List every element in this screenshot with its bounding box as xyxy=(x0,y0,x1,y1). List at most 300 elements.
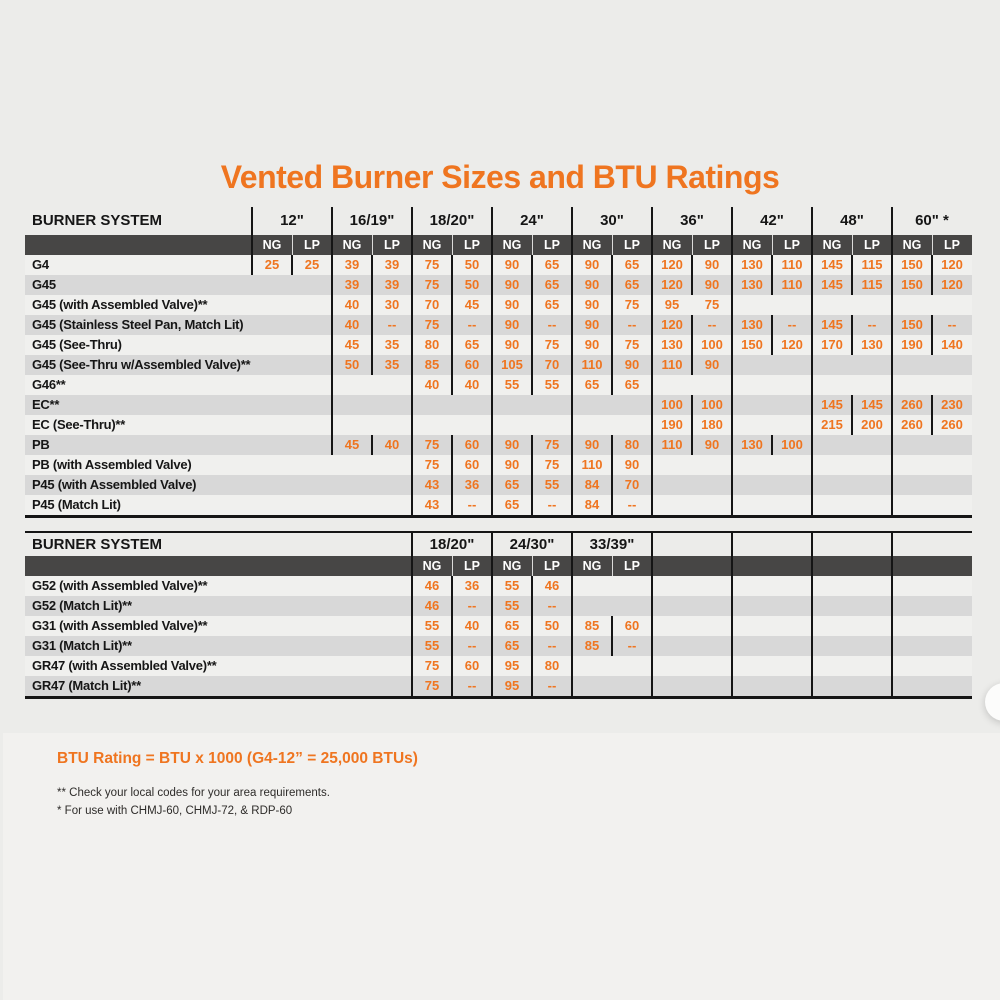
cell-divider xyxy=(771,275,773,295)
btu-value-cell: 50 xyxy=(464,257,480,272)
cell-divider xyxy=(771,435,773,455)
column-header-gas-type: LP xyxy=(544,559,560,573)
btu-value-cell: 170 xyxy=(821,337,843,352)
btu-value-cell: 40 xyxy=(384,437,400,452)
table-row xyxy=(25,455,972,475)
table-row xyxy=(25,616,972,636)
btu-value-cell: 120 xyxy=(661,317,683,332)
cell-divider xyxy=(691,255,693,275)
btu-value-cell: -- xyxy=(547,678,557,693)
cell-divider xyxy=(451,495,453,515)
btu-value-cell: 130 xyxy=(741,317,763,332)
btu-value-cell: -- xyxy=(387,317,397,332)
burner-system-label: G52 (with Assembled Valve)** xyxy=(32,578,208,593)
btu-value-cell: 90 xyxy=(584,257,600,272)
cell-divider xyxy=(611,636,613,656)
cell-divider xyxy=(691,335,693,355)
column-header-gas-type: LP xyxy=(464,559,480,573)
column-divider xyxy=(571,207,573,515)
cell-divider xyxy=(531,315,533,335)
burner-system-header: BURNER SYSTEM xyxy=(32,536,163,553)
btu-value-cell: 90 xyxy=(584,277,600,292)
btu-value-cell: 90 xyxy=(504,457,520,472)
btu-value-cell: 145 xyxy=(821,397,843,412)
page-title: Vented Burner Sizes and BTU Ratings xyxy=(220,159,780,196)
cell-divider xyxy=(691,435,693,455)
column-header-gas-type: LP xyxy=(624,238,640,252)
cell-divider xyxy=(451,475,453,495)
btu-value-cell: 75 xyxy=(704,297,720,312)
btu-value-cell: 120 xyxy=(781,337,803,352)
column-divider xyxy=(891,533,893,696)
cell-divider xyxy=(531,676,533,696)
burner-system-label: G46** xyxy=(32,377,66,392)
btu-value-cell: 70 xyxy=(624,477,640,492)
cell-divider xyxy=(531,375,533,395)
burner-system-label: PB xyxy=(32,437,50,452)
table-row xyxy=(25,676,972,696)
gas-type-separator xyxy=(772,235,773,255)
btu-value-cell: 55 xyxy=(424,638,440,653)
cell-divider xyxy=(931,415,933,435)
btu-value-cell: 150 xyxy=(901,317,923,332)
btu-value-cell: 60 xyxy=(464,457,480,472)
btu-value-cell: 190 xyxy=(661,417,683,432)
table-row xyxy=(25,335,972,355)
btu-value-cell: 90 xyxy=(624,457,640,472)
btu-value-cell: -- xyxy=(547,497,557,512)
cell-divider xyxy=(931,255,933,275)
cell-divider xyxy=(691,275,693,295)
btu-value-cell: -- xyxy=(627,497,637,512)
btu-value-cell: 25 xyxy=(304,257,320,272)
column-header-gas-type: LP xyxy=(704,238,720,252)
btu-value-cell: 75 xyxy=(424,257,440,272)
btu-value-cell: 120 xyxy=(661,277,683,292)
btu-value-cell: 260 xyxy=(901,397,923,412)
gas-type-separator xyxy=(452,235,453,255)
burner-system-label: G45 (See-Thru w/Assembled Valve)** xyxy=(32,357,251,372)
btu-value-cell: 65 xyxy=(504,497,520,512)
btu-value-cell: -- xyxy=(787,317,797,332)
btu-value-cell: 120 xyxy=(941,277,963,292)
column-header-size: 30" xyxy=(600,212,624,229)
burner-system-label: G45 xyxy=(32,277,56,292)
btu-value-cell: 85 xyxy=(424,357,440,372)
vented-burner-table-secondary xyxy=(25,533,972,699)
btu-value-cell: -- xyxy=(947,317,957,332)
column-header-gas-type: NG xyxy=(342,238,362,252)
cell-divider xyxy=(771,255,773,275)
btu-value-cell: 55 xyxy=(544,477,560,492)
btu-value-cell: 110 xyxy=(581,457,603,472)
btu-value-cell: 110 xyxy=(781,257,803,272)
cell-divider xyxy=(371,275,373,295)
column-header-gas-type: LP xyxy=(464,238,480,252)
btu-value-cell: 55 xyxy=(504,598,520,613)
table-row xyxy=(25,375,972,395)
cell-divider xyxy=(451,616,453,636)
burner-system-label: G31 (Match Lit)** xyxy=(32,638,132,653)
table-row xyxy=(25,315,972,335)
cell-divider xyxy=(371,295,373,315)
table-row xyxy=(25,295,972,315)
gas-type-separator xyxy=(452,556,453,576)
table-row xyxy=(25,415,972,435)
btu-value-cell: 90 xyxy=(504,297,520,312)
btu-value-cell: 120 xyxy=(661,257,683,272)
btu-value-cell: -- xyxy=(867,317,877,332)
btu-value-cell: 30 xyxy=(384,297,400,312)
gas-type-separator xyxy=(372,235,373,255)
footnote-local-codes: ** Check your local codes for your area requirements. xyxy=(57,787,330,799)
btu-value-cell: 40 xyxy=(344,297,360,312)
column-divider xyxy=(811,207,813,515)
btu-value-cell: -- xyxy=(467,317,477,332)
cell-divider xyxy=(451,355,453,375)
column-header-size: 18/20" xyxy=(429,212,475,229)
btu-value-cell: 260 xyxy=(901,417,923,432)
burner-system-label: GR47 (with Assembled Valve)** xyxy=(32,658,217,673)
cell-divider xyxy=(611,255,613,275)
cell-divider xyxy=(371,335,373,355)
btu-value-cell: 110 xyxy=(581,357,603,372)
table-row xyxy=(25,255,972,275)
btu-value-cell: 150 xyxy=(901,257,923,272)
cell-divider xyxy=(851,335,853,355)
cell-divider xyxy=(611,315,613,335)
cell-divider xyxy=(611,435,613,455)
cell-divider xyxy=(611,355,613,375)
btu-value-cell: 190 xyxy=(901,337,923,352)
btu-value-cell: 230 xyxy=(941,397,963,412)
btu-value-cell: 75 xyxy=(424,678,440,693)
btu-value-cell: 150 xyxy=(901,277,923,292)
column-divider xyxy=(411,207,413,515)
btu-value-cell: 85 xyxy=(584,638,600,653)
column-header-size: 60" * xyxy=(915,212,949,229)
column-header-size: 48" xyxy=(840,212,864,229)
cell-divider xyxy=(531,495,533,515)
column-header-size: 42" xyxy=(760,212,784,229)
btu-value-cell: 75 xyxy=(624,337,640,352)
burner-system-label: PB (with Assembled Valve) xyxy=(32,457,192,472)
btu-value-cell: 43 xyxy=(424,497,440,512)
column-divider xyxy=(891,207,893,515)
btu-value-cell: 40 xyxy=(464,618,480,633)
table-row xyxy=(25,636,972,656)
gas-type-separator xyxy=(692,235,693,255)
table-row xyxy=(25,576,972,596)
btu-value-cell: 145 xyxy=(821,277,843,292)
btu-value-cell: 130 xyxy=(861,337,883,352)
column-header-gas-type: NG xyxy=(902,238,922,252)
btu-value-cell: 80 xyxy=(624,437,640,452)
btu-value-cell: 215 xyxy=(821,417,843,432)
btu-value-cell: 40 xyxy=(464,377,480,392)
btu-value-cell: 55 xyxy=(424,618,440,633)
btu-value-cell: -- xyxy=(707,317,717,332)
cell-divider xyxy=(611,475,613,495)
btu-value-cell: 39 xyxy=(384,257,400,272)
cell-divider xyxy=(851,255,853,275)
cell-divider xyxy=(451,375,453,395)
cell-divider xyxy=(691,415,693,435)
btu-value-cell: 60 xyxy=(464,658,480,673)
btu-value-cell: 55 xyxy=(504,578,520,593)
column-divider xyxy=(331,207,333,455)
cell-divider xyxy=(691,355,693,375)
btu-value-cell: 110 xyxy=(781,277,803,292)
cell-divider xyxy=(531,596,533,616)
btu-value-cell: 120 xyxy=(941,257,963,272)
btu-value-cell: 90 xyxy=(504,257,520,272)
cell-divider xyxy=(451,315,453,335)
btu-value-cell: 75 xyxy=(544,457,560,472)
burner-system-label: GR47 (Match Lit)** xyxy=(32,678,141,693)
btu-value-cell: 40 xyxy=(344,317,360,332)
burner-system-label: G45 (with Assembled Valve)** xyxy=(32,297,208,312)
column-divider xyxy=(811,533,813,696)
table-row xyxy=(25,656,972,676)
column-header-gas-type: LP xyxy=(384,238,400,252)
column-divider xyxy=(491,207,493,515)
btu-value-cell: 110 xyxy=(661,437,683,452)
btu-value-cell: 75 xyxy=(424,317,440,332)
column-header-gas-type: NG xyxy=(742,238,762,252)
btu-value-cell: 100 xyxy=(661,397,683,412)
cell-divider xyxy=(611,295,613,315)
btu-value-cell: -- xyxy=(627,638,637,653)
cell-divider xyxy=(611,455,613,475)
cell-divider xyxy=(771,335,773,355)
btu-value-cell: 65 xyxy=(544,257,560,272)
cell-divider xyxy=(851,415,853,435)
burner-system-label: G45 (See-Thru) xyxy=(32,337,122,352)
column-divider xyxy=(251,207,253,275)
column-header-gas-type: LP xyxy=(544,238,560,252)
cell-divider xyxy=(531,576,533,596)
column-header-size: 33/39" xyxy=(589,536,635,553)
column-header-gas-type: LP xyxy=(944,238,960,252)
btu-value-cell: 100 xyxy=(781,437,803,452)
cell-divider xyxy=(371,355,373,375)
column-divider xyxy=(731,533,733,696)
cell-divider xyxy=(611,335,613,355)
floating-widget-button[interactable] xyxy=(985,683,1000,721)
column-header-gas-type: NG xyxy=(822,238,842,252)
btu-value-cell: -- xyxy=(467,678,477,693)
btu-rating-formula: BTU Rating = BTU x 1000 (G4-12” = 25,000 BTUs) xyxy=(57,750,418,767)
column-header-gas-type: NG xyxy=(422,238,442,252)
cell-divider xyxy=(531,355,533,375)
column-header-size: 16/19" xyxy=(349,212,395,229)
column-header-size: 36" xyxy=(680,212,704,229)
burner-system-label: G52 (Match Lit)** xyxy=(32,598,132,613)
btu-value-cell: 70 xyxy=(424,297,440,312)
cell-divider xyxy=(691,395,693,415)
cell-divider xyxy=(451,576,453,596)
btu-value-cell: 65 xyxy=(544,297,560,312)
gas-type-separator xyxy=(612,235,613,255)
btu-value-cell: 90 xyxy=(704,437,720,452)
btu-value-cell: 65 xyxy=(584,377,600,392)
table-row xyxy=(25,435,972,455)
btu-value-cell: 130 xyxy=(741,437,763,452)
burner-system-header: BURNER SYSTEM xyxy=(32,212,163,229)
btu-value-cell: 90 xyxy=(624,357,640,372)
column-divider xyxy=(571,533,573,696)
cell-divider xyxy=(691,315,693,335)
btu-value-cell: 65 xyxy=(544,277,560,292)
btu-value-cell: 65 xyxy=(624,377,640,392)
cell-divider xyxy=(851,395,853,415)
btu-value-cell: 46 xyxy=(424,578,440,593)
cell-divider xyxy=(451,295,453,315)
burner-system-label: G4 xyxy=(32,257,49,272)
btu-value-cell: 90 xyxy=(504,317,520,332)
btu-value-cell: 260 xyxy=(941,417,963,432)
cell-divider xyxy=(451,255,453,275)
gas-type-separator xyxy=(532,235,533,255)
btu-value-cell: 90 xyxy=(704,277,720,292)
cell-divider xyxy=(771,315,773,335)
btu-value-cell: -- xyxy=(467,598,477,613)
btu-value-cell: 65 xyxy=(504,638,520,653)
btu-value-cell: 80 xyxy=(544,658,560,673)
btu-value-cell: -- xyxy=(467,638,477,653)
btu-value-cell: 46 xyxy=(544,578,560,593)
btu-value-cell: 55 xyxy=(504,377,520,392)
btu-value-cell: 39 xyxy=(384,277,400,292)
gas-type-separator xyxy=(532,556,533,576)
column-divider xyxy=(411,533,413,696)
column-header-size: 24/30" xyxy=(509,536,555,553)
btu-value-cell: 150 xyxy=(741,337,763,352)
btu-value-cell: 100 xyxy=(701,397,723,412)
cell-divider xyxy=(531,616,533,636)
btu-value-cell: 36 xyxy=(464,477,480,492)
btu-value-cell: 130 xyxy=(661,337,683,352)
btu-value-cell: 39 xyxy=(344,257,360,272)
btu-value-cell: 130 xyxy=(741,277,763,292)
table-bottom-border xyxy=(25,696,972,699)
btu-value-cell: 115 xyxy=(861,257,883,272)
column-header-gas-type: LP xyxy=(304,238,320,252)
btu-value-cell: 95 xyxy=(664,297,680,312)
btu-value-cell: 65 xyxy=(504,618,520,633)
btu-value-cell: 75 xyxy=(624,297,640,312)
btu-value-cell: 36 xyxy=(464,578,480,593)
btu-value-cell: 50 xyxy=(544,618,560,633)
btu-value-cell: 90 xyxy=(504,337,520,352)
cell-divider xyxy=(931,315,933,335)
table-row xyxy=(25,495,972,515)
table-row xyxy=(25,275,972,295)
btu-value-cell: 45 xyxy=(464,297,480,312)
cell-divider xyxy=(451,455,453,475)
column-divider xyxy=(651,533,653,696)
btu-value-cell: 46 xyxy=(424,598,440,613)
cell-divider xyxy=(291,255,293,275)
gas-type-header-bar xyxy=(25,235,972,255)
cell-divider xyxy=(451,335,453,355)
btu-value-cell: 105 xyxy=(501,357,523,372)
cell-divider xyxy=(371,255,373,275)
btu-value-cell: 80 xyxy=(424,337,440,352)
btu-value-cell: 90 xyxy=(584,297,600,312)
btu-value-cell: 45 xyxy=(344,437,360,452)
column-header-gas-type: NG xyxy=(582,238,602,252)
btu-value-cell: 100 xyxy=(701,337,723,352)
cell-divider xyxy=(851,315,853,335)
cell-divider xyxy=(531,335,533,355)
btu-value-cell: 45 xyxy=(344,337,360,352)
cell-divider xyxy=(451,656,453,676)
btu-value-cell: 90 xyxy=(584,337,600,352)
btu-value-cell: 35 xyxy=(384,357,400,372)
btu-value-cell: 70 xyxy=(544,357,560,372)
burner-system-label: EC (See-Thru)** xyxy=(32,417,126,432)
gas-type-header-bar xyxy=(25,556,972,576)
cell-divider xyxy=(611,616,613,636)
column-header-size: 24" xyxy=(520,212,544,229)
btu-value-cell: -- xyxy=(547,638,557,653)
footnote-compatibility: * For use with CHMJ-60, CHMJ-72, & RDP-60 xyxy=(57,805,293,817)
btu-value-cell: 55 xyxy=(544,377,560,392)
btu-value-cell: 84 xyxy=(584,477,600,492)
btu-value-cell: 65 xyxy=(624,257,640,272)
btu-value-cell: 200 xyxy=(861,417,883,432)
column-header-gas-type: NG xyxy=(502,238,522,252)
column-header-gas-type: NG xyxy=(582,559,602,573)
btu-value-cell: 39 xyxy=(344,277,360,292)
gas-type-separator xyxy=(292,235,293,255)
btu-value-cell: 95 xyxy=(504,678,520,693)
btu-value-cell: 90 xyxy=(584,317,600,332)
cell-divider xyxy=(371,315,373,335)
btu-value-cell: 90 xyxy=(704,357,720,372)
btu-value-cell: 65 xyxy=(624,277,640,292)
btu-value-cell: 75 xyxy=(544,437,560,452)
cell-divider xyxy=(531,475,533,495)
burner-system-label: EC** xyxy=(32,397,60,412)
btu-value-cell: 90 xyxy=(504,277,520,292)
cell-divider xyxy=(531,255,533,275)
column-header-size: 12" xyxy=(280,212,304,229)
burner-system-label: P45 (with Assembled Valve) xyxy=(32,477,197,492)
btu-value-cell: 84 xyxy=(584,497,600,512)
btu-value-cell: 110 xyxy=(661,357,683,372)
btu-value-cell: 25 xyxy=(264,257,280,272)
cell-divider xyxy=(611,275,613,295)
cell-divider xyxy=(531,656,533,676)
column-header-gas-type: LP xyxy=(784,238,800,252)
table-row xyxy=(25,395,972,415)
cell-divider xyxy=(371,435,373,455)
btu-value-cell: 60 xyxy=(464,437,480,452)
column-header-gas-type: NG xyxy=(662,238,682,252)
btu-value-cell: 50 xyxy=(344,357,360,372)
vented-burner-table-primary xyxy=(25,207,972,518)
btu-value-cell: 130 xyxy=(741,257,763,272)
btu-value-cell: 95 xyxy=(504,658,520,673)
btu-value-cell: 43 xyxy=(424,477,440,492)
btu-value-cell: 75 xyxy=(424,658,440,673)
cell-divider xyxy=(531,275,533,295)
btu-value-cell: 40 xyxy=(424,377,440,392)
btu-value-cell: 65 xyxy=(464,337,480,352)
